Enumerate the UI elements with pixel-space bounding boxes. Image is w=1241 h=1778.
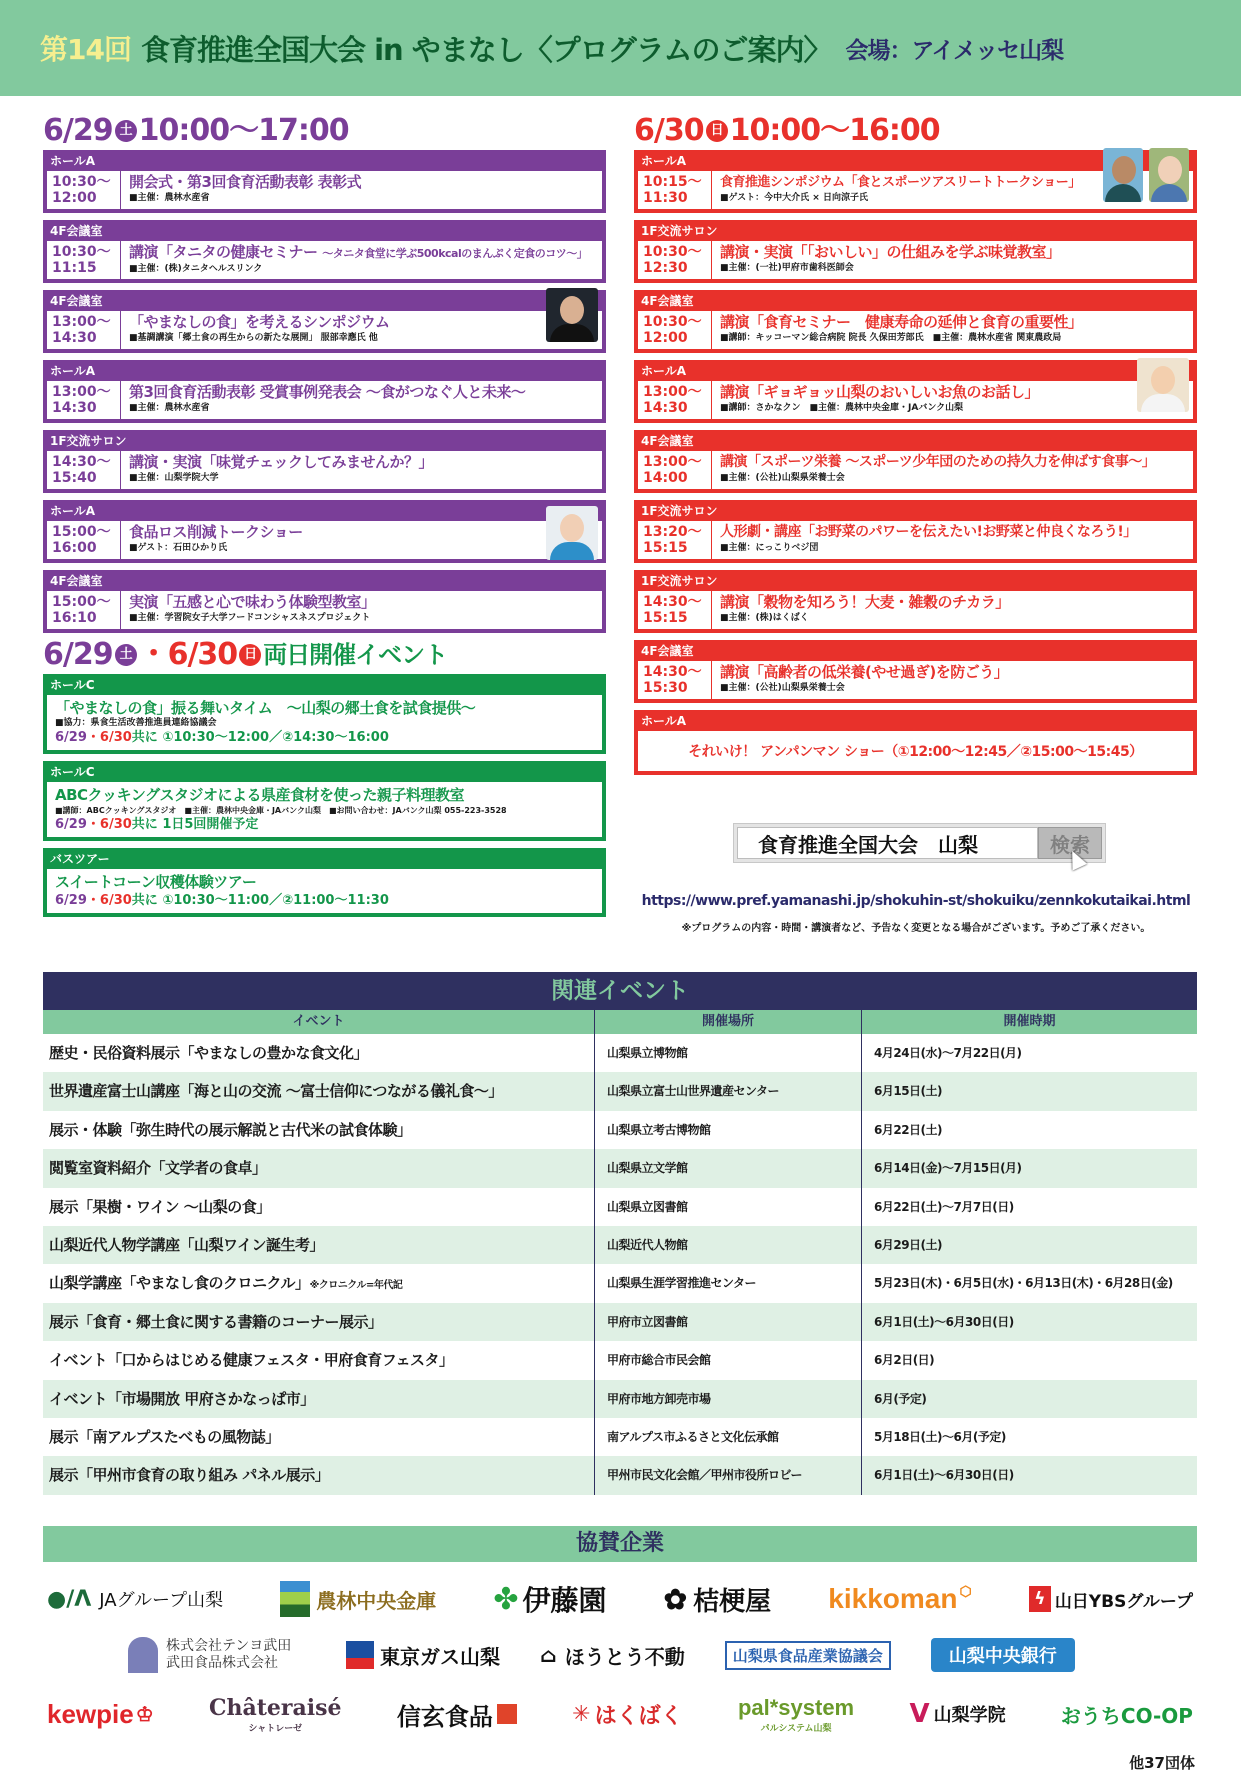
- header-banner: [0, 0, 1241, 96]
- room-label: ホールA: [46, 503, 603, 521]
- session-time: 14:30〜 15:15: [638, 591, 712, 629]
- session-card: [634, 430, 1197, 493]
- logo-kewpie: kewpie ♔: [47, 1698, 154, 1729]
- edition-label: 第14回: [40, 33, 131, 66]
- session-time: 13:00〜 14:30: [47, 311, 121, 349]
- search-input[interactable]: 食育推進全国大会 山梨: [737, 827, 1038, 859]
- room-label: ホールC: [46, 764, 603, 782]
- flower-icon: ✿: [663, 1582, 688, 1616]
- logo-hakubaku: ✳ はくばく: [572, 1701, 683, 1729]
- logo-chateraise: Châteraisé シャトレーゼ: [208, 1694, 342, 1734]
- table-row: イベント「市場開放 甲府さかなっぱ市」 甲府市地方卸売市場 6月(予定): [43, 1380, 1197, 1418]
- event-organizer: ■講師：ABCクッキングスタジオ ■主催：農林中央金庫・JAバンク山梨 ■お問い合わせ：JAバンク山梨 055-223-3528: [55, 806, 507, 815]
- session-organizer: ■基調講演「郷土食の再生からの新たな展開」 服部幸應氏 他: [129, 333, 378, 343]
- website-url[interactable]: https://www.pref.yamanashi.jp/shokuhin-st/shokuiku/zennkokutaikai.html: [641, 893, 1191, 909]
- session-title: 講演・実演「味覚チェックしてみませんか？」: [129, 453, 434, 471]
- landscape-icon: [280, 1581, 310, 1617]
- disclaimer-note: ※プログラムの内容・時間・講演者など、予告なく変更となる場合がございます。予めご了承ください。: [681, 923, 1151, 934]
- room-label: 4F会議室: [46, 293, 603, 311]
- session-organizer: ■ゲスト：石田ひかり氏: [129, 543, 228, 553]
- session-title: 講演「高齢者の低栄養(やせ過ぎ)を防ごう」: [720, 663, 1009, 681]
- event-title: ABCクッキングスタジオによる県産食材を使った親子料理教室: [55, 786, 464, 804]
- logo-kikyouya: ✿ 桔梗屋: [663, 1582, 772, 1617]
- session-organizer: ■主催：(一社)甲府市歯科医師会: [720, 263, 854, 273]
- event-dates: 6/29・6/30共に ①10:30〜12:00／②14:30〜16:00: [55, 730, 389, 745]
- table-row: イベント「口からはじめる健康フェスタ・甲府食育フェスタ」 甲府市総合市民会館 6月2日(日): [43, 1341, 1197, 1379]
- column-header-place: 開催場所: [594, 1010, 861, 1034]
- seal-icon: [497, 1704, 517, 1724]
- session-title: 講演「穀物を知ろう！大麦・雑穀のチカラ」: [720, 593, 1010, 611]
- day1-column: [43, 112, 606, 924]
- hexagon-icon: ⬡: [959, 1583, 972, 1599]
- session-card-anpanman: [634, 710, 1197, 775]
- session-time: 10:30〜 11:15: [47, 241, 121, 279]
- table-row: 歴史・民俗資料展示「やまなしの豊かな食文化」 山梨県立博物館 4月24日(水)〜7月22日(月): [43, 1034, 1197, 1072]
- more-sponsors-count: 他37団体: [1129, 1754, 1195, 1772]
- session-title: 「やまなしの食」を考えるシンポジウム: [129, 313, 390, 331]
- session-title: 開会式・第3回食育活動表彰 表彰式: [129, 173, 362, 191]
- session-title: 講演・実演「「おいしい」の仕組みを学ぶ味覚教室」: [720, 243, 1061, 261]
- room-label: 1F交流サロン: [637, 503, 1194, 521]
- kewpie-doll-icon: ♔: [135, 1703, 154, 1726]
- room-label: ホールA: [46, 153, 603, 171]
- table-header: [43, 1010, 1197, 1034]
- session-organizer: ■主催：(株)タニタヘルスリンク: [129, 264, 263, 274]
- weekday-badge: 日: [706, 120, 728, 142]
- session-organizer: ■主催：農林水産省: [129, 403, 210, 413]
- logo-tenyo-takeda: 株式会社テンヨ武田 武田食品株式会社: [128, 1637, 306, 1673]
- room-label: 4F会議室: [46, 223, 603, 241]
- ybs-bolt-icon: ϟ: [1029, 1586, 1051, 1612]
- session-time: 13:00〜 14:00: [638, 451, 712, 489]
- session-title: 講演「ギョギョッ山梨のおいしいお魚のお話し」: [720, 383, 1040, 401]
- session-time: 14:30〜 15:30: [638, 661, 712, 699]
- table-row: 展示「南アルプスたべもの風物誌」 南アルプス市ふるさと文化伝承館 5月18日(土)〜6月(予定): [43, 1418, 1197, 1456]
- room-label: バスツアー: [46, 851, 603, 869]
- grain-icon: ✳: [572, 1701, 591, 1727]
- room-label: 1F交流サロン: [637, 573, 1194, 591]
- sponsors-title: 協賛企業: [43, 1526, 1197, 1562]
- session-card: [43, 150, 606, 213]
- session-organizer: ■主催：農林水産省: [129, 193, 210, 203]
- session-card: [634, 500, 1197, 563]
- weekday-badge: 土: [115, 644, 137, 666]
- day2-heading: 6/30 日 10:00〜16:00: [634, 113, 940, 148]
- room-label: ホールC: [46, 677, 603, 695]
- weekday-badge: 土: [115, 120, 137, 142]
- logo-houtou-fudou: ⌂ ほうとう不動: [540, 1643, 685, 1669]
- table-row: 展示「食育・郷土食に関する書籍のコーナー展示」 甲府市立図書館 6月1日(土)〜6月30日(日): [43, 1303, 1197, 1341]
- event-organizer: ■協力：県食生活改善推進員連絡協議会: [55, 718, 217, 728]
- mountain-icon: [128, 1637, 158, 1673]
- v-mark-icon: V: [909, 1699, 930, 1729]
- speaker-photo: [546, 288, 598, 342]
- ja-leaf-icon: ●/Λ: [47, 1586, 92, 1612]
- room-label: ホールA: [637, 363, 1194, 381]
- table-row: 展示「甲州市食育の取り組み パネル展示」 甲州市民文化会館／甲州市役所ロビー 6月1日(土)〜6月30日(日): [43, 1456, 1197, 1494]
- room-label: ホールA: [637, 713, 1194, 731]
- event-dates: 6/29・6/30共に 1日5回開催予定: [55, 817, 259, 832]
- event-card: [43, 674, 606, 754]
- session-card: [634, 150, 1197, 213]
- session-title: 人形劇・講座「お野菜のパワーを伝えたい!お野菜と仲良くなろう!」: [720, 524, 1137, 540]
- logo-food-industry-council: 山梨県食品産業協議会: [725, 1641, 891, 1670]
- session-time: 10:30〜 12:00: [638, 311, 712, 349]
- tokyo-gas-icon: [346, 1641, 374, 1669]
- search-box: [733, 823, 1106, 863]
- related-events-title: 関連イベント: [43, 972, 1197, 1010]
- table-row: 閲覧室資料紹介「文学者の食卓」 山梨県立文学館 6月14日(金)〜7月15日(月): [43, 1149, 1197, 1187]
- event-card: [43, 761, 606, 841]
- session-title: 講演「タニタの健康セミナー 〜タニタ食堂に学ぶ500kcalのまんぷく定食のコツ〜」: [129, 243, 588, 261]
- session-organizer: ■主催：山梨学院大学: [129, 473, 219, 483]
- anpanman-show: それいけ！ アンパンマン ショー（①12:00〜12:45／②15:00〜15:45）: [688, 744, 1143, 760]
- session-organizer: ■主催：学習院女子大学フードコンシャスネスプロジェクト: [129, 613, 371, 623]
- session-time: 10:30〜 12:00: [47, 171, 121, 209]
- guest-photo-2: [1149, 148, 1189, 202]
- logo-yamanashi-gakuin: V 山梨学院: [909, 1699, 1006, 1729]
- session-time: 14:30〜 15:40: [47, 451, 121, 489]
- session-organizer: ■ゲスト：今中大介氏 × 日向涼子氏: [720, 193, 868, 203]
- guest-photo-1: [1103, 148, 1143, 202]
- session-organizer: ■主催：(公社)山梨県栄養士会: [720, 683, 845, 693]
- sponsor-logos-row-1: [43, 1576, 1197, 1622]
- column-header-event: イベント: [292, 1014, 345, 1029]
- event-dates: 6/29・6/30共に ①10:30〜11:00／②11:00〜11:30: [55, 893, 389, 908]
- logo-ybs: ϟ 山日YBSグループ: [1029, 1586, 1193, 1612]
- speaker-photo: [1137, 358, 1189, 412]
- session-title: 講演「スポーツ栄養 〜スポーツ少年団のための持久力を伸ばす食事〜」: [720, 454, 1156, 470]
- table-row: 展示「果樹・ワイン 〜山梨の食」 山梨県立図書館 6月22日(土)〜7月7日(日): [43, 1188, 1197, 1226]
- session-card: [634, 360, 1197, 423]
- event-title: スイートコーン収穫体験ツアー: [55, 873, 257, 891]
- day1-session-list: [43, 150, 606, 633]
- page-title: 食育推進全国大会 in やまなし〈プログラムのご案内〉: [140, 32, 832, 67]
- table-row: 山梨学講座「やまなし食のクロニクル」※クロニクル=年代記 山梨県生涯学習推進センター 5月23日(木)・6月5日(水)・6月13日(木)・6月28日(金): [43, 1264, 1197, 1302]
- session-time: 10:15〜 11:30: [638, 171, 712, 209]
- logo-tokyo-gas: 東京ガス山梨: [346, 1641, 500, 1670]
- venue-label: 会場：アイメッセ山梨: [845, 37, 1064, 64]
- session-time: 10:30〜 12:30: [638, 241, 712, 279]
- session-organizer: ■主催：(公社)山梨県栄養士会: [720, 473, 845, 483]
- session-time: 13:00〜 14:30: [638, 381, 712, 419]
- session-organizer: ■講師：キッコーマン総合病院 院長 久保田芳郎氏 ■主催：農林水産省 関東農政局: [720, 333, 1062, 343]
- session-card: [634, 570, 1197, 633]
- session-card: [43, 430, 606, 493]
- table-body: [43, 1034, 1197, 1495]
- table-row: 山梨近代人物学講座「山梨ワイン誕生考」 山梨近代人物館 6月29日(土): [43, 1226, 1197, 1264]
- session-card: [43, 360, 606, 423]
- sponsor-logos-row-3: [43, 1690, 1197, 1738]
- room-label: 4F会議室: [637, 293, 1194, 311]
- logo-norinchukin: 農林中央金庫: [280, 1581, 436, 1617]
- session-card: [43, 570, 606, 633]
- weekday-badge: 日: [239, 644, 261, 666]
- session-time: 15:00〜 16:10: [47, 591, 121, 629]
- room-label: 1F交流サロン: [637, 223, 1194, 241]
- session-time: 15:00〜 16:00: [47, 521, 121, 559]
- logo-ja-group: ●/Λ JAグループ山梨: [47, 1586, 224, 1612]
- table-row: 展示・体験「弥生時代の展示解説と古代米の試食体験」 山梨県立考古博物館 6月22日(土): [43, 1111, 1197, 1149]
- logo-shingen-foods: 信玄食品: [397, 1697, 517, 1732]
- session-time: 13:00〜 14:30: [47, 381, 121, 419]
- room-label: ホールA: [637, 153, 1194, 171]
- day1-heading: 6/29 土 10:00〜17:00: [43, 113, 349, 148]
- session-card: [634, 290, 1197, 353]
- column-header-period: 開催時期: [861, 1010, 1197, 1034]
- event-title: 「やまなしの食」振る舞いタイム 〜山梨の郷土食を試食提供〜: [55, 699, 476, 717]
- session-card: [634, 220, 1197, 283]
- session-card: [634, 640, 1197, 703]
- room-label: 4F会議室: [637, 643, 1194, 661]
- session-title: 講演「食育セミナー 健康寿命の延伸と食育の重要性」: [720, 313, 1083, 331]
- guest-photo: [546, 506, 598, 560]
- search-button[interactable]: 検索: [1038, 827, 1102, 859]
- related-events-table: [43, 972, 1197, 1495]
- event-card: [43, 848, 606, 917]
- sponsor-logos-row-2: [43, 1630, 1197, 1680]
- room-label: ホールA: [46, 363, 603, 381]
- session-title: 食品ロス削減トークショー: [129, 523, 303, 541]
- room-label: 4F会議室: [637, 433, 1194, 451]
- session-title: 食育推進シンポジウム「食とスポーツアスリートトークショー」: [720, 175, 1081, 190]
- session-organizer: ■講師：さかなクン ■主催：農林中央金庫・JAバンク山梨: [720, 403, 964, 413]
- session-title: 第3回食育活動表彰 受賞事例発表会 〜食がつなぐ人と未来〜: [129, 383, 526, 401]
- day2-column: [634, 112, 1197, 782]
- both-days-heading: 6/29 土 ・ 6/30 日 両日開催イベント: [43, 637, 448, 672]
- session-title: 実演「五感と心で味わう体験型教室」: [129, 593, 376, 611]
- clover-icon: ✤: [493, 1581, 519, 1617]
- room-label: 1F交流サロン: [46, 433, 603, 451]
- logo-itoen: ✤ 伊藤園: [493, 1581, 607, 1617]
- session-time: 13:20〜 15:15: [638, 521, 712, 559]
- logo-yamanashi-chuo-bank: 山梨中央銀行: [931, 1638, 1075, 1672]
- session-card: [43, 500, 606, 563]
- session-organizer: ■主催：にっこりベジ団: [720, 543, 819, 553]
- logo-palsystem: pal*system パルシステム山梨: [737, 1694, 855, 1733]
- room-label: 4F会議室: [46, 573, 603, 591]
- logo-ouchi-coop: おうちCO-OP: [1060, 1703, 1193, 1728]
- logo-kikkoman: kikkoman ⬡: [828, 1583, 972, 1614]
- session-organizer: ■主催：(株)はくばく: [720, 613, 809, 623]
- session-card: [43, 220, 606, 283]
- table-row: 世界遺産富士山講座「海と山の交流 〜富士信仰につながる儀礼食〜」 山梨県立富士山世界遺産センター 6月15日(土): [43, 1072, 1197, 1110]
- session-card: [43, 290, 606, 353]
- roof-icon: ⌂: [540, 1643, 557, 1667]
